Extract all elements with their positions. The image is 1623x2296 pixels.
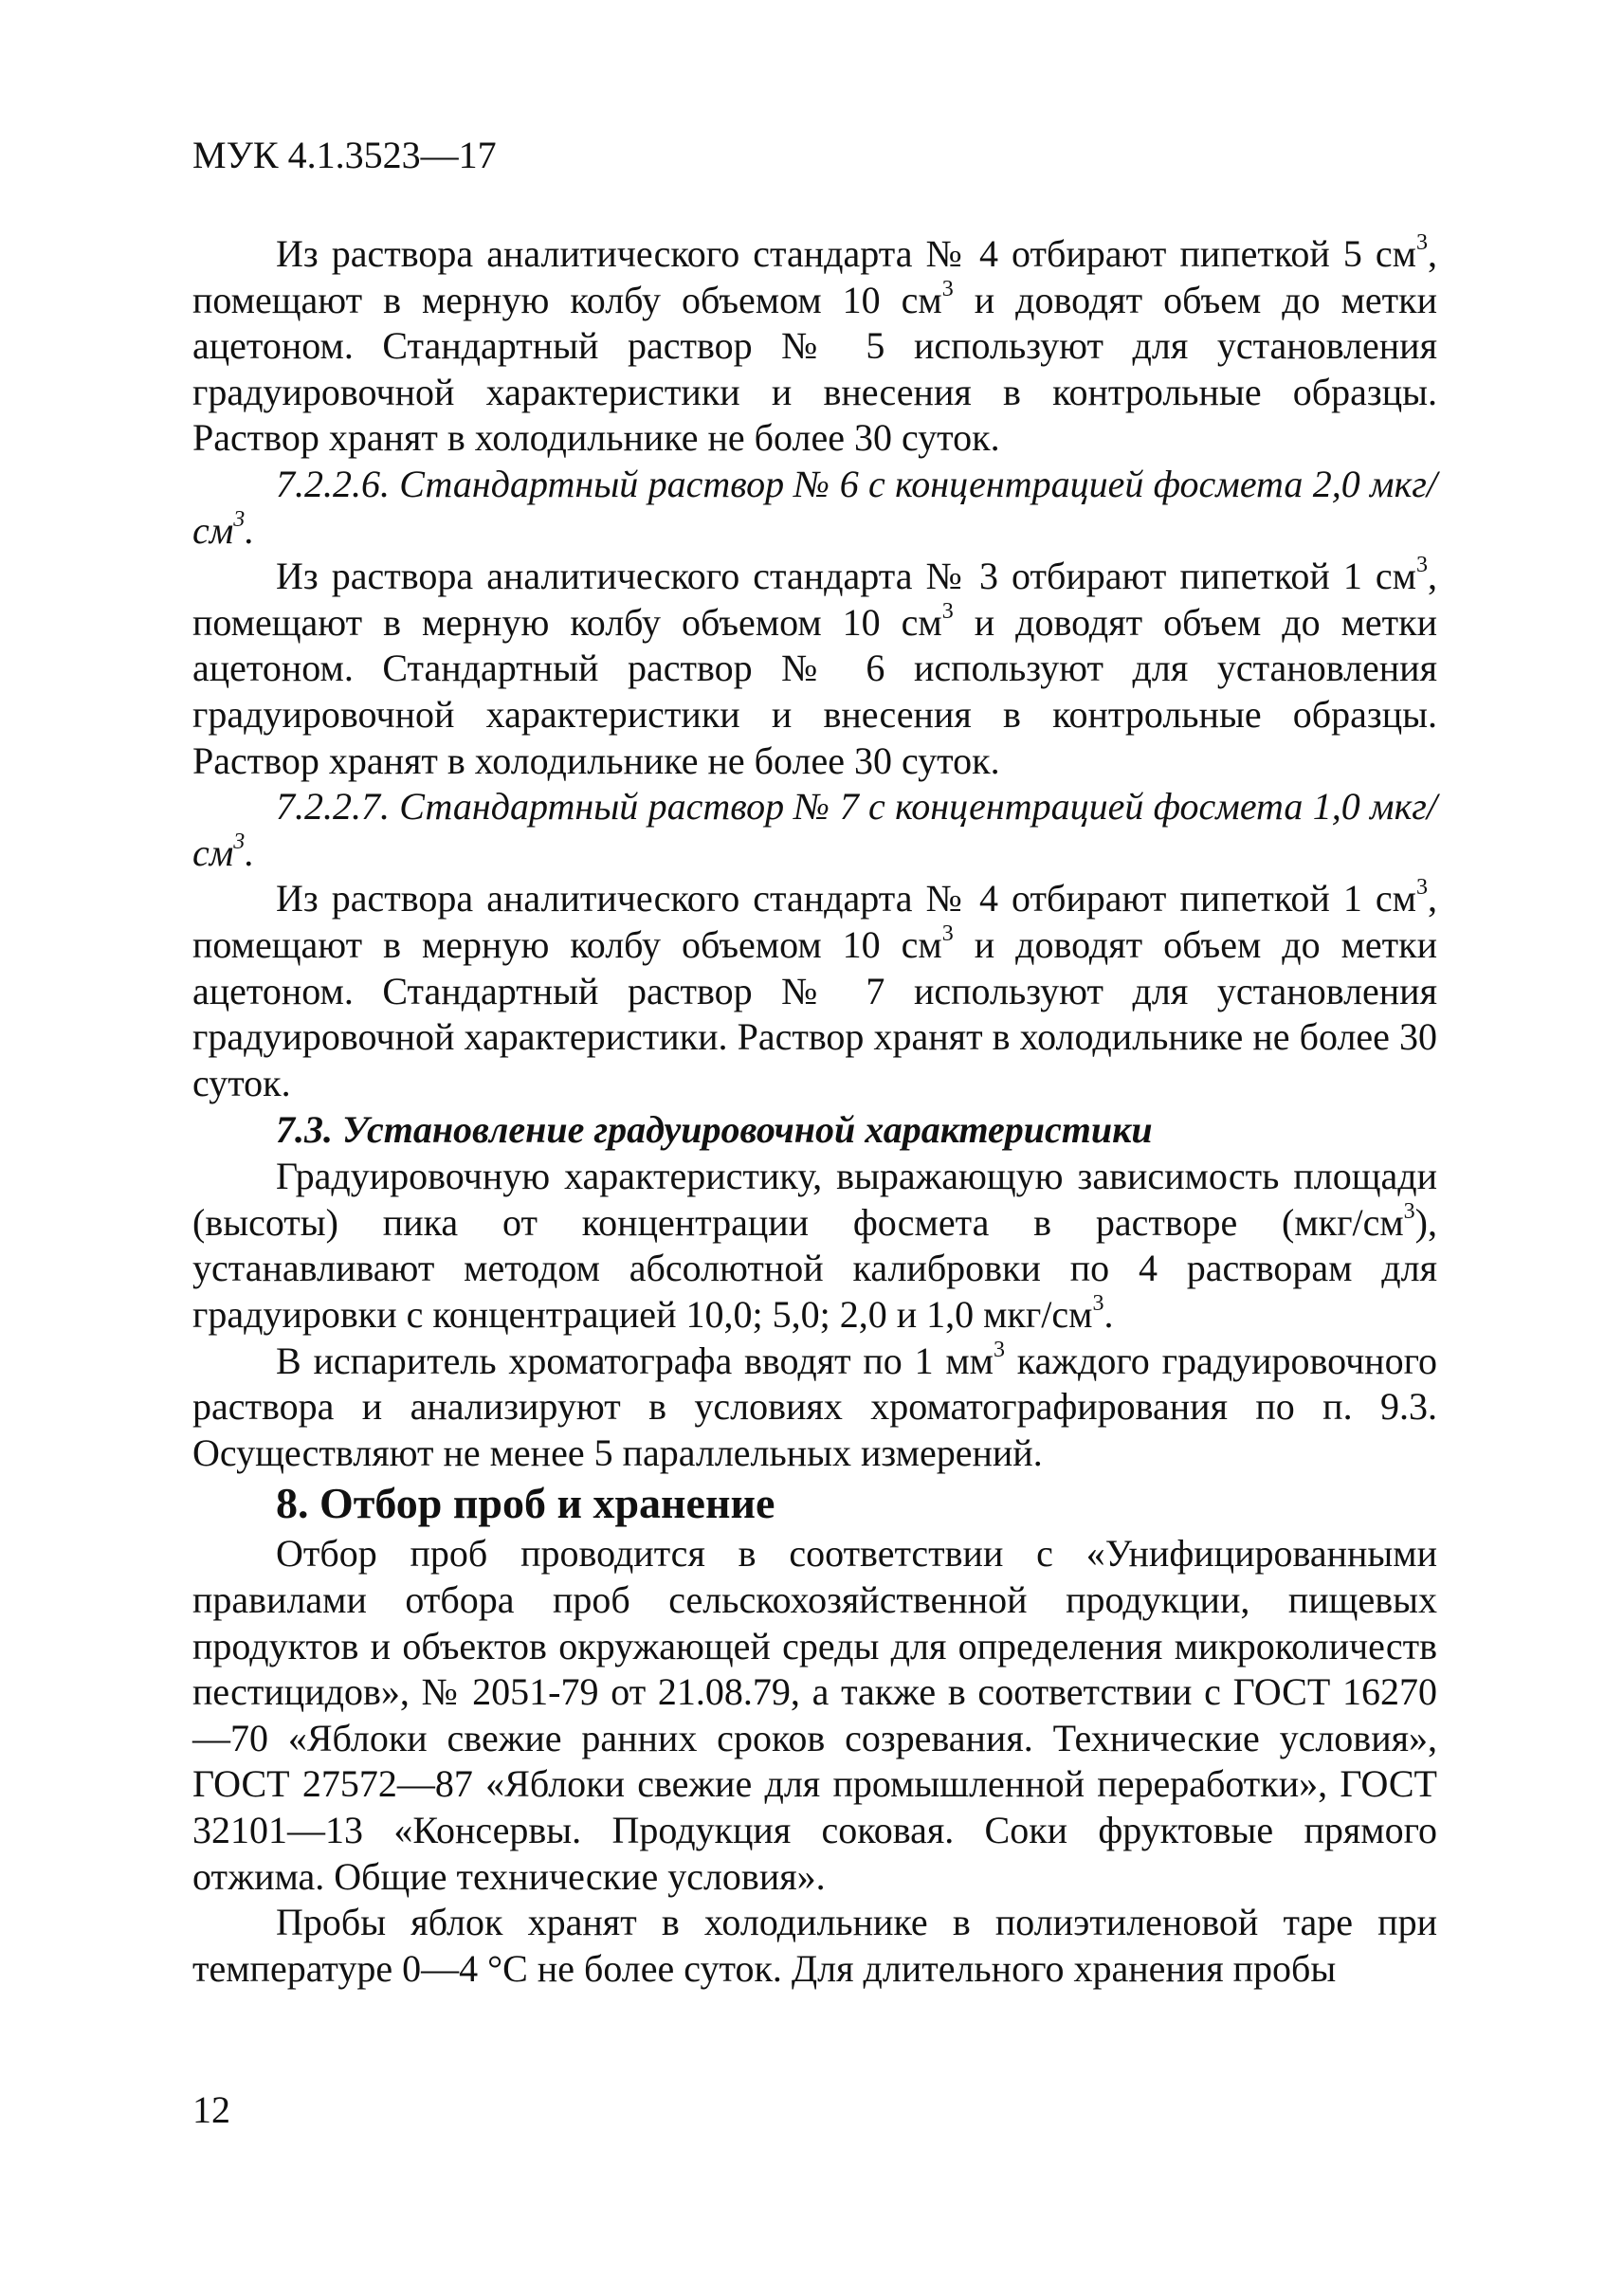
superscript: 3 bbox=[1416, 553, 1428, 578]
text-segment: Из раствора аналитического стандарта № 4 отбирают пипеткой 1 см bbox=[276, 877, 1416, 920]
text-segment: Из раствора аналитического стандарта № 4 отбирают пипеткой 5 см bbox=[276, 232, 1416, 275]
text-segment: . bbox=[1103, 1293, 1114, 1337]
section-heading-7-3: 7.3. Установление градуировочной характеристики bbox=[276, 1108, 1153, 1152]
superscript: 3 bbox=[994, 1337, 1005, 1362]
subheading-7-2-2-7 bbox=[192, 784, 1437, 876]
text-segment: . bbox=[245, 830, 255, 874]
paragraph-sampling: Отбор проб проводится в соответствии с «Унифицированными правилами отбора проб сельскохозяйственной продукции, пищевых продуктов и объектов окружающей среды для определения микроколичеств пестицидов», № 2051-79 от 21.08.79, а также в соответствии с ГОСТ 16270—70 «Яблоки свежие ранних сроков созревания. Технические условия», ГОСТ 27572—87 «Яблоки свежие для промышленной переработки», ГОСТ 32101—13 «Консервы. Продукция соковая. Соки фруктовые прямого отжима. Общие технические условия». bbox=[192, 1532, 1437, 1898]
text-segment: , помещают в мерную колбу объемом 10 см bbox=[192, 877, 1437, 966]
superscript: 3 bbox=[1092, 1291, 1104, 1317]
text-segment: . bbox=[245, 508, 255, 552]
text-segment: каждого градуировочного раствора и анализируют в условиях хроматографирования по п. 9.3. Осуществляют не менее 5 параллельных измерений. bbox=[192, 1339, 1437, 1474]
text-segment: В испаритель хроматографа вводят по 1 мм bbox=[276, 1339, 994, 1382]
text-segment: , помещают в мерную колбу объемом 10 см bbox=[192, 232, 1437, 321]
chapter-heading-8: 8. Отбор проб и хранение bbox=[276, 1479, 775, 1528]
paragraph-injection bbox=[192, 1339, 1437, 1477]
superscript: 3 bbox=[1416, 875, 1428, 901]
superscript: 3 bbox=[941, 276, 954, 301]
page-number: 12 bbox=[192, 2088, 230, 2131]
body-text bbox=[192, 231, 1437, 1992]
paragraph-storage: Пробы яблок хранят в холодильнике в полиэтиленовой таре при температуре 0—4 °С не более суток. Для длительного хранения пробы bbox=[192, 1901, 1437, 1990]
superscript: 3 bbox=[233, 506, 246, 532]
paragraph-calibration bbox=[192, 1154, 1437, 1338]
superscript: 3 bbox=[941, 598, 954, 624]
subheading-7-2-2-6 bbox=[192, 462, 1437, 554]
text-segment: Градуировочную характеристику, выражающую зависимость площади (высоты) пика от концентрации фосмета в растворе (мкг/см bbox=[192, 1155, 1437, 1244]
paragraph-standard-7 bbox=[192, 876, 1437, 1106]
text-segment: и доводят объем до метки ацетоном. Стандартный раствор № 6 используют для установления градуировочной характеристики и внесения в контрольные образцы. Раствор хранят в холодильнике не более 30 суток. bbox=[192, 600, 1437, 782]
running-head: МУК 4.1.3523—17 bbox=[192, 134, 497, 176]
text-segment: ), устанавливают методом абсолютной калибровки по 4 растворам для градуировки с концентрацией 10,0; 5,0; 2,0 и 1,0 мкг/см bbox=[192, 1200, 1437, 1337]
text-segment: и доводят объем до метки ацетоном. Стандартный раствор № 5 используют для установления градуировочной характеристики и внесения в контрольные образцы. Раствор хранят в холодильнике не более 30 суток. bbox=[192, 278, 1437, 460]
superscript: 3 bbox=[1403, 1198, 1415, 1224]
text-segment: Из раствора аналитического стандарта № 3 отбирают пипеткой 1 см bbox=[276, 555, 1416, 598]
paragraph-standard-5 bbox=[192, 231, 1437, 462]
text-segment: 7.2.2.6. Стандартный раствор № 6 с концентрацией фосмета 2,0 мкг/см bbox=[192, 462, 1437, 552]
superscript: 3 bbox=[1416, 230, 1428, 255]
paragraph-standard-6 bbox=[192, 554, 1437, 784]
superscript: 3 bbox=[941, 920, 954, 946]
text-segment: 7.2.2.7. Стандартный раствор № 7 с концентрацией фосмета 1,0 мкг/см bbox=[192, 785, 1437, 874]
superscript: 3 bbox=[233, 829, 246, 854]
text-segment: и доводят объем до метки ацетоном. Стандартный раствор № 7 используют для установления градуировочной характеристики. Раствор хранят в холодильнике не более 30 суток. bbox=[192, 922, 1437, 1104]
text-segment: , помещают в мерную колбу объемом 10 см bbox=[192, 555, 1437, 644]
